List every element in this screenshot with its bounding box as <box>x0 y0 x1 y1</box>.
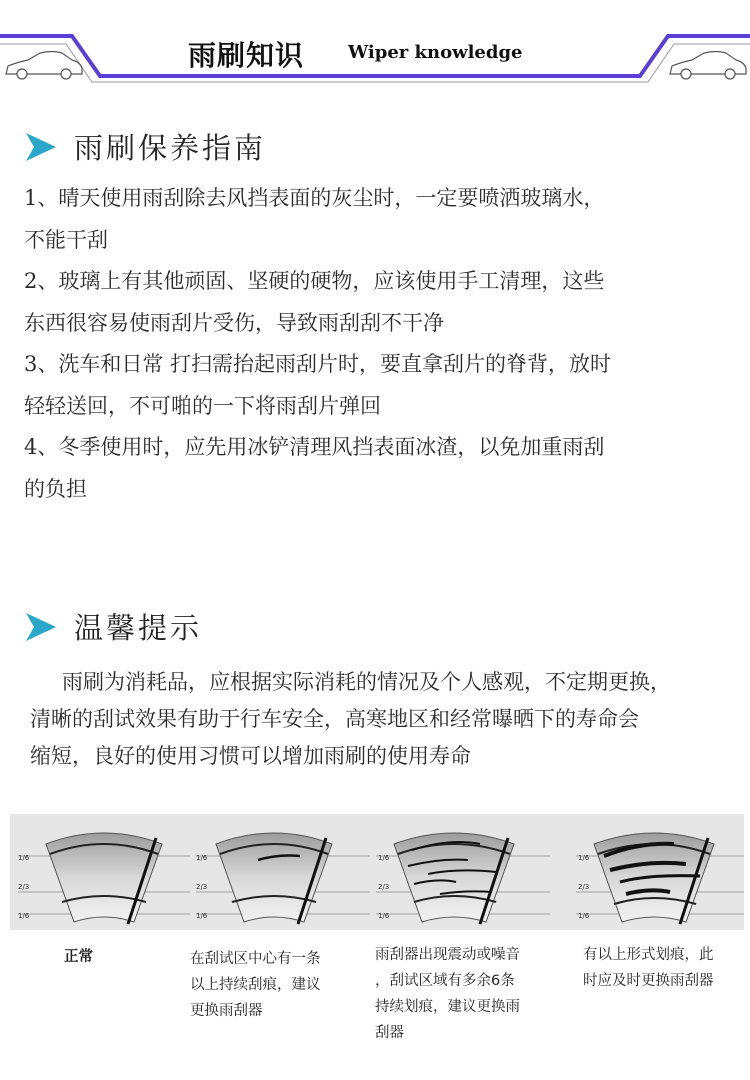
tips-text <box>30 664 730 775</box>
caption-one-streak <box>190 946 321 1024</box>
caption-line: 时应及时更换雨刮器 <box>583 973 714 989</box>
zone-label: 1/6 <box>378 854 390 862</box>
page-title: 雨刷知识 <box>188 39 305 72</box>
caption-normal <box>64 944 93 970</box>
maintenance-heading <box>26 126 266 167</box>
arrow-right-icon <box>26 133 56 161</box>
tips-heading-text: 温馨提示 <box>74 611 203 645</box>
zone-label: 2/3 <box>196 883 208 891</box>
caption-line: 持续划痕，建议更换雨 <box>375 999 520 1015</box>
maintenance-line: 1、晴天使用雨刮除去风挡表面的灰尘时，一定要喷洒玻璃水， <box>24 186 605 210</box>
wiper-panel-normal <box>18 833 190 924</box>
maintenance-line: 不能干刮 <box>24 227 108 252</box>
zone-label: 2/3 <box>578 883 590 891</box>
zone-label: 2/3 <box>378 883 390 891</box>
tips-heading <box>26 606 202 647</box>
tips-line: 清晰的刮试效果有助于行车安全，高寒地区和经常曝晒下的寿命会 <box>30 707 639 731</box>
caption-line: ，刮试区域有多余6条 <box>375 973 515 989</box>
caption-line: 有以上形式划痕，此 <box>583 947 714 963</box>
maintenance-text <box>24 178 724 510</box>
caption-line: 雨刮器出现震动或噪音 <box>375 947 520 963</box>
maintenance-line: 轻轻送回，不可啪的一下将雨刮片弹回 <box>24 393 381 418</box>
wiper-panel-one-streak <box>196 833 370 924</box>
zone-label: 1/6 <box>578 912 590 920</box>
caption-line: 在刮试区中心有一条 <box>190 951 321 967</box>
car-icon-left <box>6 52 82 80</box>
wiper-panel-many-streaks <box>376 833 550 924</box>
zone-label: 1/6 <box>18 912 30 920</box>
maintenance-line: 的负担 <box>24 476 87 501</box>
arrow-right-icon <box>26 613 56 641</box>
zone-label: 2/3 <box>18 883 30 891</box>
maintenance-line: 2、玻璃上有其他顽固、坚硬的硬物，应该使用手工清理，这些 <box>24 269 605 293</box>
maintenance-line: 4、冬季使用时，应先用冰铲清理风挡表面冰渣，以免加重雨刮 <box>24 435 605 459</box>
tips-line: 雨刷为消耗品，应根据实际消耗的情况及个人感观，不定期更换， <box>62 670 671 694</box>
caption-line: 更换雨刮器 <box>190 1003 263 1019</box>
caption-line: 刮器 <box>375 1025 404 1041</box>
tips-line: 缩短，良好的使用习惯可以增加雨刷的使用寿命 <box>30 744 471 768</box>
caption-line: 以上持续刮痕，建议 <box>190 977 321 993</box>
wiper-wear-diagram <box>10 814 744 930</box>
wiper-panel-heavy-streaks <box>576 833 744 924</box>
zone-label: 1/6 <box>378 912 390 920</box>
page-subtitle: Wiper knowledge <box>348 42 523 63</box>
car-icon-right <box>670 52 746 80</box>
caption-many-streaks <box>375 942 520 1046</box>
maintenance-line: 3、洗车和日常 打扫需抬起雨刮片时，要直拿刮片的脊背，放时 <box>24 352 612 376</box>
caption-line: 正常 <box>64 949 93 965</box>
wiper-wear-figure <box>10 814 744 930</box>
maintenance-line: 东西很容易使雨刮片受伤，导致雨刮刮不干净 <box>24 310 444 335</box>
page-header <box>0 0 750 90</box>
caption-heavy-streaks <box>583 942 714 994</box>
zone-label: 1/6 <box>196 912 208 920</box>
zone-label: 1/6 <box>578 854 590 862</box>
zone-label: 1/6 <box>18 854 30 862</box>
zone-label: 1/6 <box>196 854 208 862</box>
maintenance-heading-text: 雨刷保养指南 <box>74 131 267 165</box>
